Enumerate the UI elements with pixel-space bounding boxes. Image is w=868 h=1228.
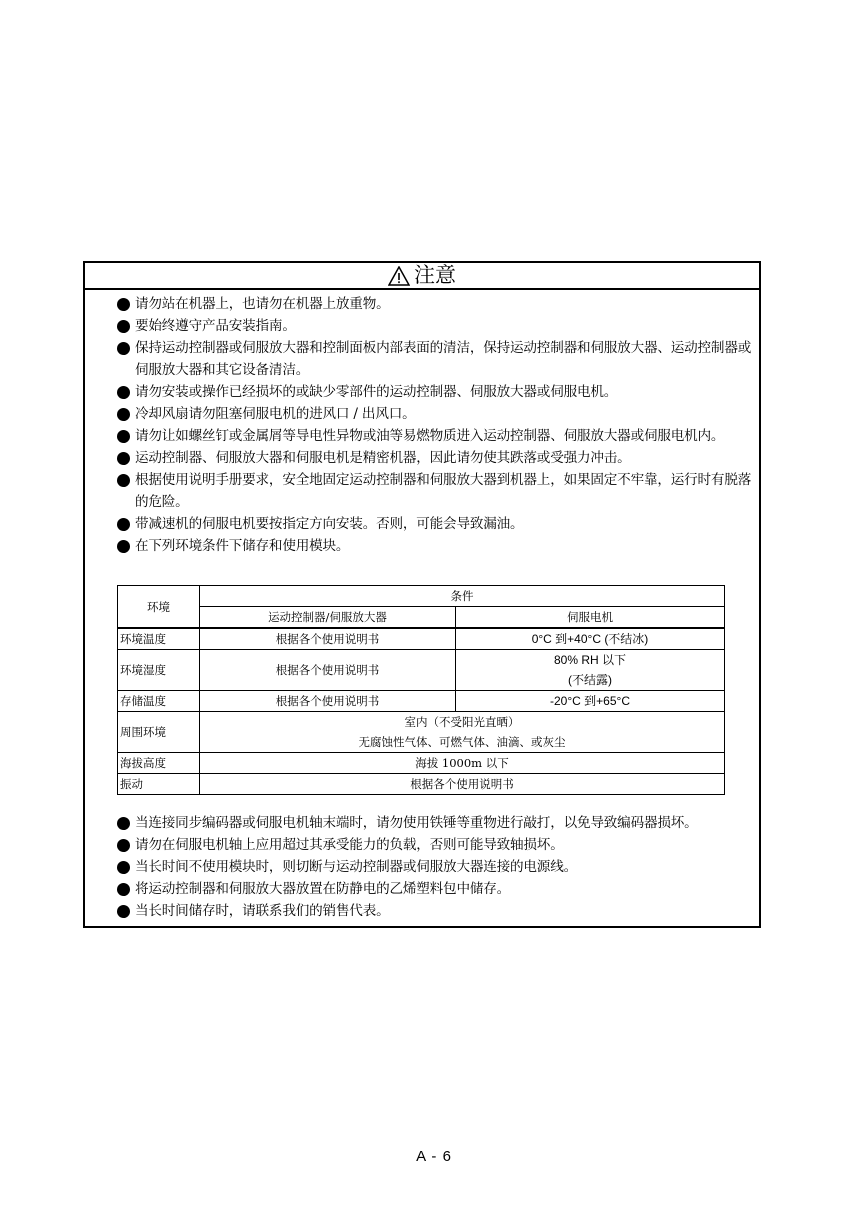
caution-title: 注意 (414, 263, 456, 287)
cell-value: 根据各个使用说明书 (200, 774, 725, 795)
cell-value: 海拔 1000m 以下 (200, 753, 725, 774)
row-label: 周围环境 (118, 712, 200, 753)
row-label: 振动 (118, 774, 200, 795)
caution-header (85, 263, 759, 290)
bullet-icon (117, 386, 130, 399)
list-item: 在下列环境条件下储存和使用模块。 (117, 535, 759, 557)
row-label: 环境温度 (118, 628, 200, 650)
bullet-icon (117, 817, 130, 830)
header-controller: 运动控制器/伺服放大器 (200, 607, 456, 629)
bullet-icon (117, 839, 130, 852)
table-row (118, 650, 725, 691)
table-row (118, 691, 725, 712)
bullet-icon (117, 408, 130, 421)
bullet-icon (117, 861, 130, 874)
caution-box (83, 261, 761, 928)
header-conditions: 条件 (200, 586, 725, 607)
cell-controller: 根据各个使用说明书 (200, 628, 456, 650)
bullet-icon (117, 430, 130, 443)
cell-controller: 根据各个使用说明书 (200, 650, 456, 691)
header-motor: 伺服电机 (456, 607, 725, 629)
row-label: 海拔高度 (118, 753, 200, 774)
cell-value (200, 712, 725, 753)
bullet-icon (117, 905, 130, 918)
warning-triangle-icon (388, 266, 410, 286)
list-item: 请勿让如螺丝钉或金属屑等导电性异物或油等易燃物质进入运动控制器、伺服放大器或伺服电机内。 (117, 425, 759, 447)
cell-motor: 0°C 到+40°C (不结冰) (456, 628, 725, 650)
cell-motor (456, 650, 725, 691)
row-label: 存储温度 (118, 691, 200, 712)
list-item: 请勿安装或操作已经损坏的或缺少零部件的运动控制器、伺服放大器或伺服电机。 (117, 381, 759, 403)
list-item: 当长时间不使用模块时，则切断与运动控制器或伺服放大器连接的电源线。 (117, 856, 759, 878)
cell-line: (不结露) (568, 673, 612, 687)
cell-motor: -20°C 到+65°C (456, 691, 725, 712)
bullet-icon (117, 474, 130, 487)
list-item: 当长时间储存时，请联系我们的销售代表。 (117, 900, 759, 922)
table-row (118, 712, 725, 753)
bullet-icon (117, 452, 130, 465)
list-item: 带减速机的伺服电机要按指定方向安装。否则，可能会导致漏油。 (117, 513, 759, 535)
caution-list-bottom (117, 812, 759, 922)
bullet-icon (117, 518, 130, 531)
table-row (118, 628, 725, 650)
bullet-icon (117, 320, 130, 333)
list-item: 保持运动控制器或伺服放大器和控制面板内部表面的清洁，保持运动控制器和伺服放大器、运动控制器或伺服放大器和其它设备清洁。 (117, 337, 759, 381)
list-item: 当连接同步编码器或伺服电机轴末端时，请勿使用铁锤等重物进行敲打，以免导致编码器损坏。 (117, 812, 759, 834)
environment-table (117, 585, 725, 795)
list-item: 运动控制器、伺服放大器和伺服电机是精密机器，因此请勿使其跌落或受强力冲击。 (117, 447, 759, 469)
bullet-icon (117, 342, 130, 355)
caution-list-top (117, 293, 759, 557)
cell-line: 室内（不受阳光直晒） (404, 715, 520, 729)
list-item: 要始终遵守产品安装指南。 (117, 315, 759, 337)
table-row (118, 753, 725, 774)
cell-line: 80% RH 以下 (553, 653, 627, 667)
list-item: 请勿在伺服电机轴上应用超过其承受能力的负载，否则可能导致轴损坏。 (117, 834, 759, 856)
bullet-icon (117, 883, 130, 896)
bullet-icon (117, 298, 130, 311)
header-env: 环境 (118, 586, 200, 629)
cell-controller: 根据各个使用说明书 (200, 691, 456, 712)
cell-line: 无腐蚀性气体、可燃气体、油滴、或灰尘 (358, 735, 566, 749)
list-item: 将运动控制器和伺服放大器放置在防静电的乙烯塑料包中储存。 (117, 878, 759, 900)
row-label: 环境湿度 (118, 650, 200, 691)
table-row (118, 774, 725, 795)
list-item: 根据使用说明手册要求，安全地固定运动控制器和伺服放大器到机器上，如果固定不牢靠，运行时有脱落的危险。 (117, 469, 759, 513)
list-item: 冷却风扇请勿阻塞伺服电机的进风口 / 出风口。 (117, 403, 759, 425)
bullet-icon (117, 540, 130, 553)
page-number: A - 6 (416, 1148, 452, 1165)
list-item: 请勿站在机器上，也请勿在机器上放重物。 (117, 293, 759, 315)
